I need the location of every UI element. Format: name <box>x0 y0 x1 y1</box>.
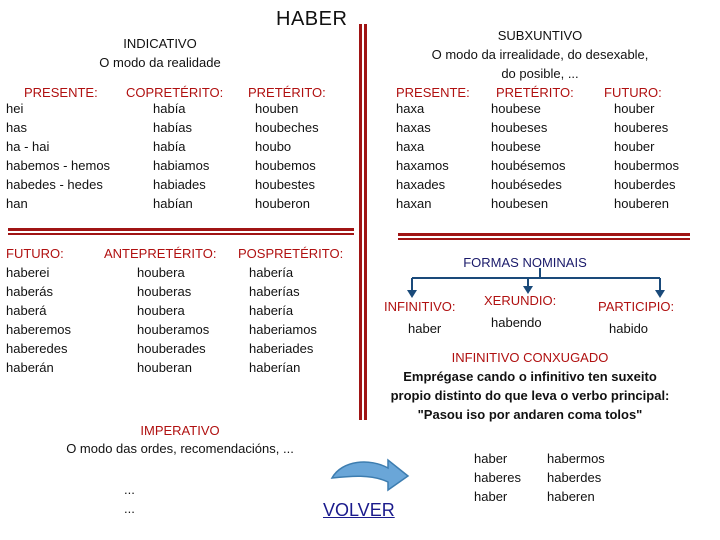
verb-form: haxan <box>396 196 432 211</box>
copreterito-forms <box>153 99 209 213</box>
verb-form: houberan <box>137 360 192 375</box>
verb-form: había <box>153 139 186 154</box>
infinitivo-conxugado-example: "Pasou iso por andaren coma tolos" <box>417 407 643 422</box>
verb-form: haber <box>474 451 508 466</box>
verb-form: haberá <box>6 303 47 318</box>
infinitivo-conxugado-col2 <box>547 449 605 506</box>
verb-form: habermos <box>547 451 605 466</box>
back-arrow-shape <box>332 460 408 490</box>
xerundio-form: habendo <box>491 315 542 330</box>
pospreterito-forms <box>249 263 317 377</box>
verb-form: haberes <box>474 470 521 485</box>
verb-form: haxades <box>396 177 446 192</box>
verb-form: houber <box>614 101 655 116</box>
verb-form: houberdes <box>614 177 676 192</box>
verb-form: haxamos <box>396 158 449 173</box>
page-title: HABER <box>276 8 348 30</box>
verb-form: habiades <box>153 177 206 192</box>
verb-form: haberiades <box>249 341 314 356</box>
preterito-forms <box>255 99 319 213</box>
back-link[interactable]: VOLVER <box>323 500 395 520</box>
verb-form: houbeches <box>255 120 319 135</box>
antepreterito-forms <box>137 263 209 377</box>
verb-form: houbeses <box>491 120 548 135</box>
vertical-divider <box>359 24 362 420</box>
subxuntivo-heading: SUBXUNTIVO <box>497 28 583 43</box>
verb-form: haxa <box>396 139 425 154</box>
imperativo-subheading: O modo das ordes, recomendacións, ... <box>66 441 294 456</box>
xerundio-label: XERUNDIO: <box>484 293 557 308</box>
futuro-label: FUTURO: <box>6 246 64 261</box>
verb-form: hei <box>6 101 24 116</box>
formas-nominais-heading: FORMAS NOMINAIS <box>463 255 587 270</box>
verb-form: haberías <box>249 284 300 299</box>
verb-form: houbesen <box>491 196 549 211</box>
infinitivo-conxugado-col1 <box>474 449 521 506</box>
verb-form: houberon <box>255 196 310 211</box>
verb-form: había <box>153 101 186 116</box>
verb-form: haberen <box>547 489 595 504</box>
verb-form: houben <box>255 101 299 116</box>
verb-form: habemos - hemos <box>6 158 111 173</box>
infinitivo-conxugado-heading: INFINITIVO CONXUGADO <box>451 350 609 365</box>
subxuntivo-subheading: O modo da irrealidade, do desexable, <box>431 47 649 62</box>
verb-form: haxa <box>396 101 425 116</box>
presente-forms <box>6 99 110 213</box>
antepreterito-label: ANTEPRETÉRITO: <box>104 246 217 261</box>
verb-form: habiamos <box>153 158 210 173</box>
back-arrow-icon[interactable] <box>326 454 412 502</box>
verb-form: houbese <box>491 101 541 116</box>
verb-form: houberen <box>614 196 669 211</box>
verb-form: haberei <box>6 265 50 280</box>
divider-line <box>398 238 690 240</box>
verb-form: houber <box>614 139 655 154</box>
verb-form: houbera <box>137 265 185 280</box>
verb-form: houberamos <box>137 322 210 337</box>
infinitivo-form: haber <box>408 321 442 336</box>
imperativo-form: ... <box>124 482 135 497</box>
divider-line <box>8 228 354 231</box>
copreterito-label: COPRETÉRITO: <box>126 85 224 100</box>
verb-form: has <box>6 120 27 135</box>
verb-form: habería <box>249 303 294 318</box>
verb-form: haberán <box>6 360 54 375</box>
preterito-label: PRETÉRITO: <box>248 85 326 100</box>
verb-form: houbera <box>137 303 185 318</box>
verb-form: houbestes <box>255 177 315 192</box>
presente-label: PRESENTE: <box>24 85 98 100</box>
verb-form: houberes <box>614 120 669 135</box>
subx-presente-label: PRESENTE: <box>396 85 470 100</box>
verb-form: houbermos <box>614 158 680 173</box>
verb-form: houbésedes <box>491 177 562 192</box>
subx-futuro-label: FUTURO: <box>604 85 662 100</box>
divider-line <box>8 233 354 235</box>
verb-form: habían <box>153 196 193 211</box>
verb-form: haberiamos <box>249 322 317 337</box>
participio-label: PARTICIPIO: <box>598 299 675 314</box>
verb-form: houberas <box>137 284 192 299</box>
subx-futuro-forms <box>614 99 679 213</box>
verb-form: haberemos <box>6 322 72 337</box>
verb-form: houbemos <box>255 158 316 173</box>
verb-form: ha - hai <box>6 139 50 154</box>
verb-form: haber <box>474 489 508 504</box>
imperativo-heading: IMPERATIVO <box>140 423 220 438</box>
pospreterito-label: POSPRETÉRITO: <box>238 246 344 261</box>
verb-form: houbese <box>491 139 541 154</box>
verb-form: haxas <box>396 120 431 135</box>
verb-form: houbo <box>255 139 292 154</box>
divider-line <box>398 233 690 236</box>
verb-form: houbésemos <box>491 158 566 173</box>
indicativo-subheading: O modo da realidade <box>99 55 221 70</box>
infinitivo-conxugado-desc-2: propio distinto do que leva o verbo principal: <box>390 388 670 403</box>
participio-form: habido <box>609 321 649 336</box>
vertical-divider <box>364 24 367 420</box>
verb-form: habedes - hedes <box>6 177 103 192</box>
verb-form: haberás <box>6 284 53 299</box>
verb-form: haberían <box>249 360 301 375</box>
verb-form: habías <box>153 120 193 135</box>
infinitivo-label: INFINITIVO: <box>384 299 456 314</box>
subx-presente-forms <box>396 99 449 213</box>
subx-preterito-forms <box>491 99 565 213</box>
infinitivo-conxugado-desc: Emprégase cando o infinitivo ten suxeito <box>403 369 657 384</box>
verb-form: habería <box>249 265 294 280</box>
imperativo-form: ... <box>124 501 135 516</box>
verb-form: haberedes <box>6 341 68 356</box>
verb-form: han <box>6 196 28 211</box>
subxuntivo-subheading-2: do posible, ... <box>501 66 579 81</box>
indicativo-heading: INDICATIVO <box>123 36 197 51</box>
verb-form: houberades <box>137 341 206 356</box>
futuro-forms <box>6 263 71 377</box>
subx-preterito-label: PRETÉRITO: <box>496 85 574 100</box>
verb-form: haberdes <box>547 470 602 485</box>
